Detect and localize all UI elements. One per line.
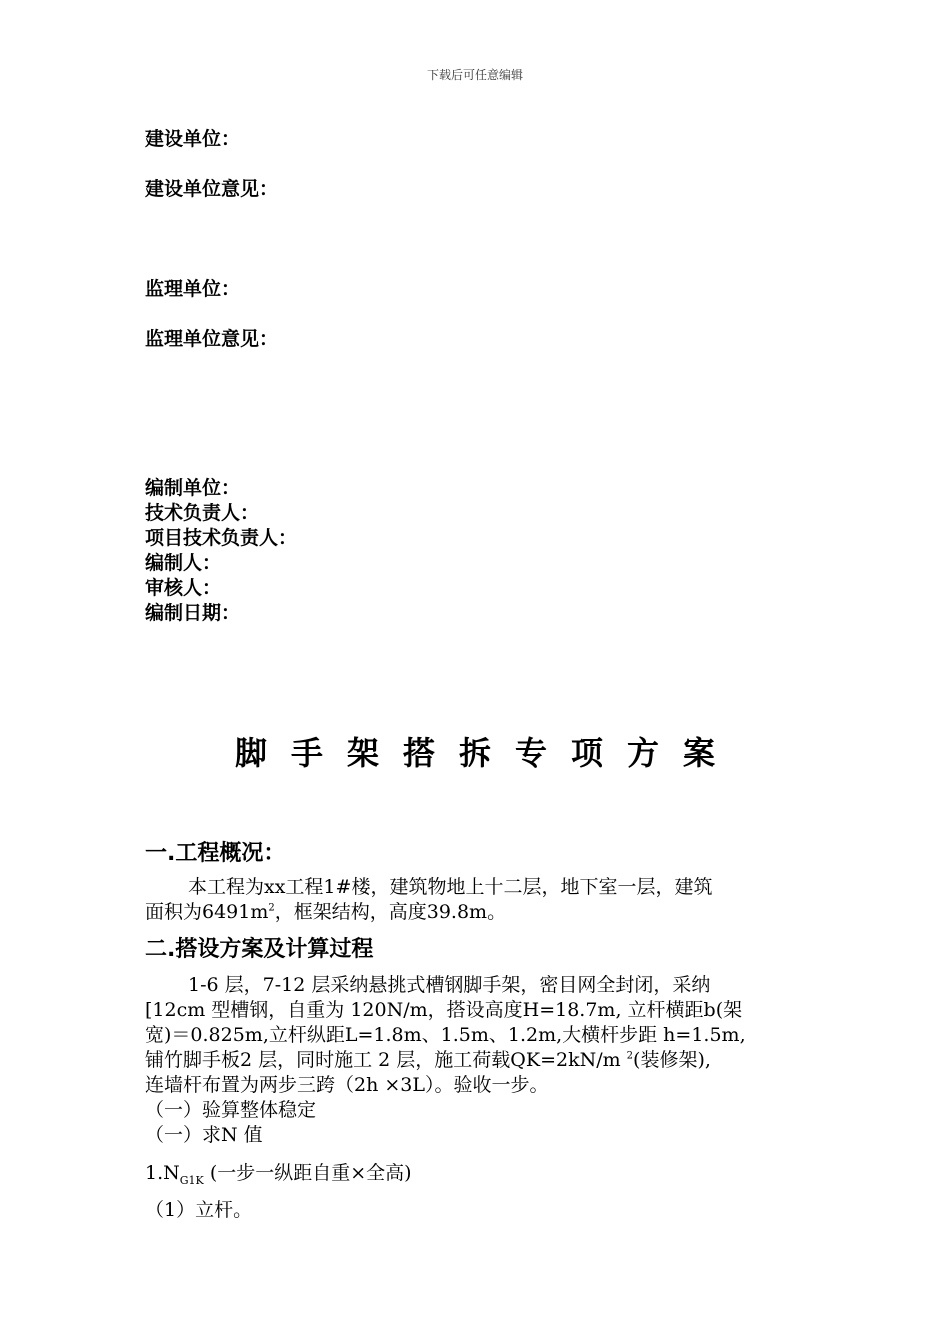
supervision-opinion-label: 监理单位意见： [145, 328, 279, 350]
compile-date-label: 编制日期： [145, 602, 241, 624]
document-title: 脚手架搭拆专项方案 [234, 734, 739, 772]
subsection-overall-stability: （一）验算整体稳定 [145, 1099, 317, 1121]
item-upright-pole: （1）立杆。 [145, 1199, 253, 1221]
subsection-find-n: （一）求N 值 [145, 1124, 263, 1146]
section1-line1: 本工程为xx工程1#楼，建筑物地上十二层，地下室一层，建筑 [188, 876, 713, 898]
section2-heading: 二.搭设方案及计算过程 [145, 937, 374, 962]
project-tech-lead-label: 项目技术负责人： [145, 527, 298, 549]
section2-line2: [12cm 型槽钢，自重为 120N/m，搭设高度H=18.7m, 立杆横距b(架 [145, 999, 743, 1021]
construction-unit-label: 建设单位： [145, 128, 241, 150]
tech-lead-label: 技术负责人： [145, 502, 260, 524]
section2-line3: 宽)＝0.825m,立杆纵距L=1.8m、1.5m、1.2m,大横杆步距 h=1.5m, [145, 1024, 746, 1046]
supervision-unit-label: 监理单位： [145, 278, 241, 300]
reviewer-label: 审核人： [145, 577, 222, 599]
compiler-label: 编制人： [145, 552, 222, 574]
section2-line4: 铺竹脚手板2 层，同时施工 2 层，施工荷载QK=2kN/m $^2$(装修架), [145, 1049, 711, 1071]
section2-line5: 连墙杆布置为两步三跨（2h ×3L）。验收一步。 [145, 1074, 549, 1096]
compiling-unit-label: 编制单位： [145, 477, 241, 499]
construction-opinion-label: 建设单位意见： [145, 178, 279, 200]
item-ng1k: $1.N_{G1K}$ (一步一纵距自重×全高) [145, 1162, 412, 1187]
page-header-note: 下载后可任意编辑 [426, 68, 523, 82]
section2-line1: 1-6 层，7-12 层采纳悬挑式槽钢脚手架，密目网全封闭，采纳 [188, 974, 711, 996]
section1-line2: 面积为$6491m^2$，框架结构，高度39.8m。 [145, 901, 507, 923]
section1-heading: 一.工程概况： [145, 841, 286, 866]
